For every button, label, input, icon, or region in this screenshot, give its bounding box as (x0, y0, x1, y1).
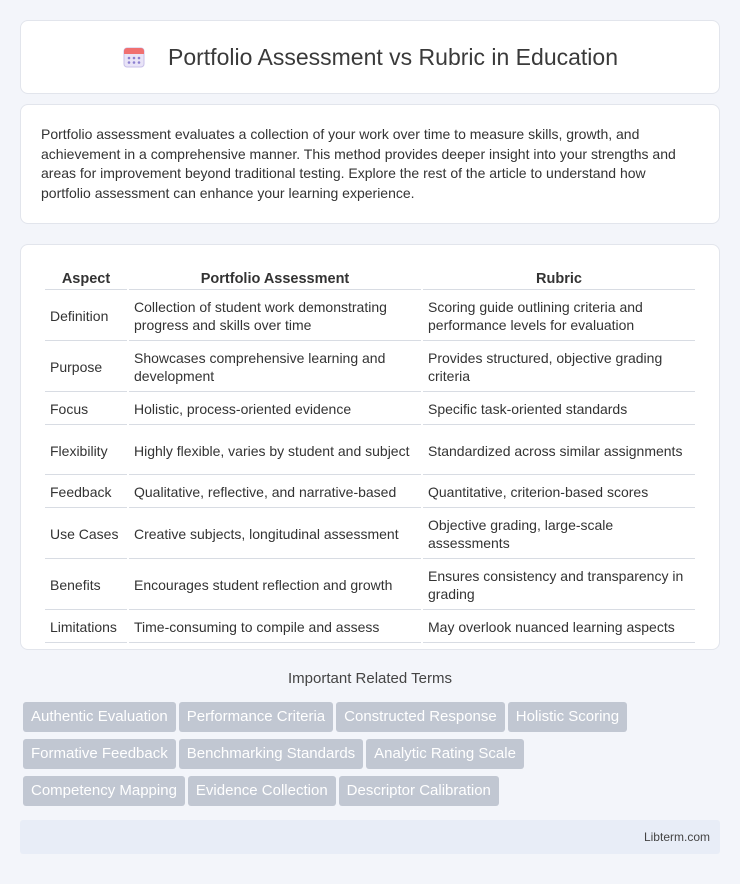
term-tag[interactable]: Competency Mapping (23, 776, 185, 806)
row-rubric: Objective grading, large-scale assessments (423, 510, 695, 559)
calendar-icon (122, 45, 146, 69)
related-terms-list (23, 702, 723, 813)
footer-site-link[interactable]: Libterm.com (643, 830, 710, 844)
row-portfolio: Creative subjects, longitudinal assessment (129, 510, 421, 559)
table-row (45, 510, 695, 559)
term-tag[interactable]: Authentic Evaluation (23, 702, 176, 732)
intro-text: Portfolio assessment evaluates a collection of your work over time to measure skills, growth, and achievement in a comprehensive manner. This method provides deeper insight into your strengths and areas for improvement beyond traditional testing. Explore the rest of the article to understand how portfolio assessment can enhance your learning experience. (41, 126, 676, 201)
term-tag[interactable]: Evidence Collection (188, 776, 336, 806)
term-tag[interactable]: Benchmarking Standards (179, 739, 363, 769)
row-rubric: Specific task-oriented standards (423, 394, 695, 425)
row-portfolio: Collection of student work demonstrating progress and skills over time (129, 292, 421, 341)
row-rubric: Provides structured, objective grading criteria (423, 343, 695, 392)
table-row (45, 394, 695, 425)
term-tag[interactable]: Formative Feedback (23, 739, 176, 769)
row-portfolio: Encourages student reflection and growth (129, 561, 421, 610)
row-portfolio: Highly flexible, varies by student and subject (129, 427, 421, 475)
row-portfolio: Showcases comprehensive learning and development (129, 343, 421, 392)
row-aspect: Feedback (45, 477, 127, 508)
row-aspect: Limitations (45, 612, 127, 643)
row-rubric: Ensures consistency and transparency in grading (423, 561, 695, 610)
table-header-row (45, 267, 695, 290)
intro-card (20, 104, 720, 224)
row-aspect: Flexibility (45, 427, 127, 475)
header-aspect: Aspect (45, 267, 127, 290)
row-portfolio: Qualitative, reflective, and narrative-based (129, 477, 421, 508)
row-aspect: Purpose (45, 343, 127, 392)
row-aspect: Benefits (45, 561, 127, 610)
row-portfolio: Time-consuming to compile and assess (129, 612, 421, 643)
footer (20, 820, 720, 854)
comparison-card (20, 244, 720, 650)
term-tag[interactable]: Descriptor Calibration (339, 776, 499, 806)
term-tag[interactable]: Performance Criteria (179, 702, 333, 732)
table-row (45, 292, 695, 341)
row-portfolio: Holistic, process-oriented evidence (129, 394, 421, 425)
term-tag[interactable]: Holistic Scoring (508, 702, 627, 732)
row-rubric: Quantitative, criterion-based scores (423, 477, 695, 508)
table-row (45, 427, 695, 475)
term-tag[interactable]: Constructed Response (336, 702, 505, 732)
page-header (20, 20, 720, 94)
row-aspect: Definition (45, 292, 127, 341)
page-title: Portfolio Assessment vs Rubric in Education (168, 43, 618, 70)
table-row (45, 561, 695, 610)
comparison-table (43, 265, 697, 645)
related-terms-title: Important Related Terms (288, 670, 452, 687)
row-rubric: Standardized across similar assignments (423, 427, 695, 475)
row-rubric: Scoring guide outlining criteria and performance levels for evaluation (423, 292, 695, 341)
table-row (45, 612, 695, 643)
term-tag[interactable]: Analytic Rating Scale (366, 739, 524, 769)
row-aspect: Focus (45, 394, 127, 425)
header-portfolio: Portfolio Assessment (129, 267, 421, 290)
row-aspect: Use Cases (45, 510, 127, 559)
header-rubric: Rubric (423, 267, 695, 290)
row-rubric: May overlook nuanced learning aspects (423, 612, 695, 643)
table-row (45, 343, 695, 392)
table-row (45, 477, 695, 508)
